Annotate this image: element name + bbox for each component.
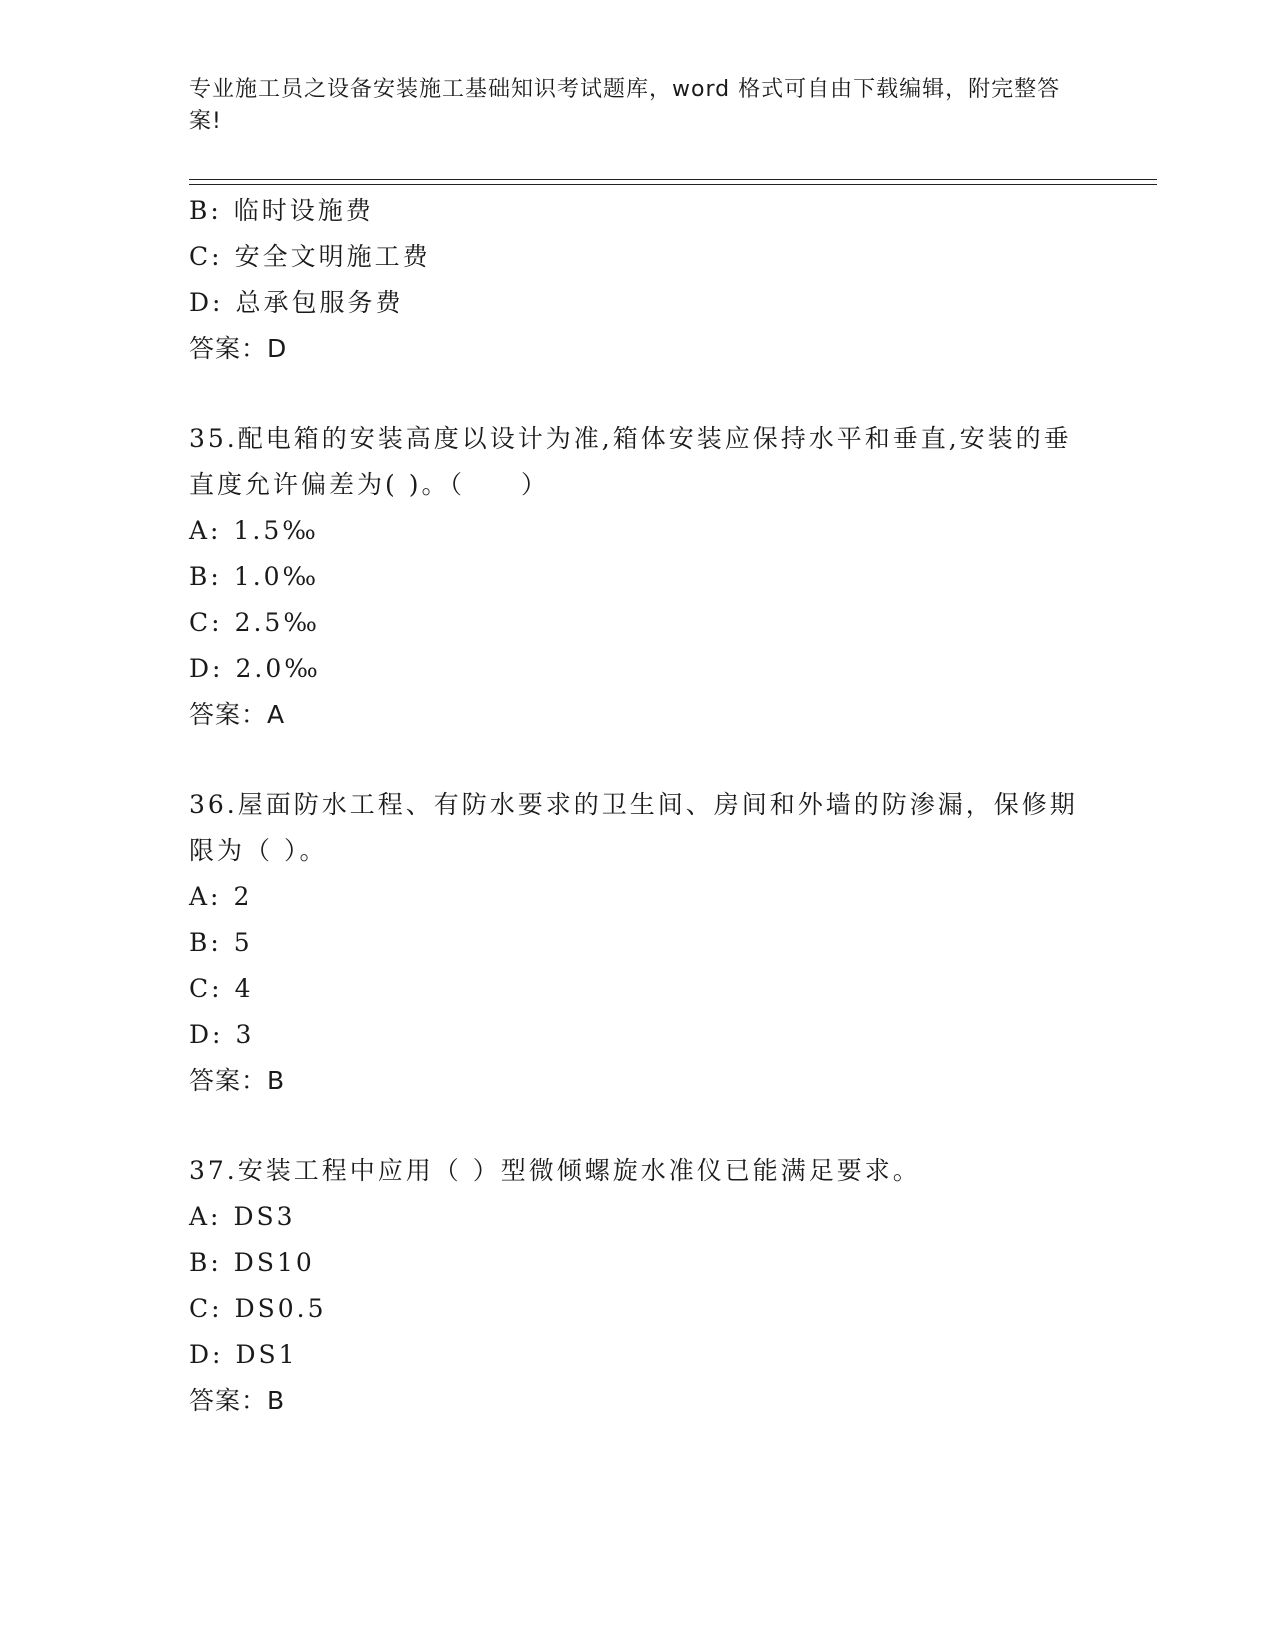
- option-line: [189, 646, 1089, 692]
- option-key: C:: [189, 242, 223, 271]
- option-text: DS1: [235, 1340, 298, 1369]
- option-key: C:: [189, 608, 223, 637]
- option-key: D:: [189, 288, 224, 317]
- option-key: C:: [189, 1294, 223, 1323]
- option-key: B:: [189, 196, 222, 225]
- option-key: A:: [189, 882, 222, 911]
- option-text: 5: [233, 928, 253, 957]
- option-line: [189, 920, 1089, 966]
- question-36: [189, 782, 1089, 1104]
- option-text: 3: [235, 1020, 255, 1049]
- option-key: D:: [189, 1020, 224, 1049]
- answer-line: 答案：A: [189, 700, 286, 729]
- option-text: 临时设施费: [233, 196, 374, 225]
- spacer: [189, 1104, 1089, 1148]
- header-divider-bottom: [189, 184, 1157, 185]
- answer-line: 答案：D: [189, 334, 288, 363]
- option-line: [189, 554, 1089, 600]
- answer-line: 答案：B: [189, 1066, 286, 1095]
- question-35: [189, 416, 1089, 738]
- option-text: 2.0‰: [235, 654, 321, 683]
- option-text: DS10: [233, 1248, 315, 1277]
- question-stem: 36.屋面防水工程、有防水要求的卫生间、房间和外墙的防渗漏，保修期限为（ ）。: [189, 790, 1078, 865]
- header-divider-top: [189, 179, 1157, 180]
- option-key: B:: [189, 562, 222, 591]
- option-line: [189, 1332, 1089, 1378]
- question-stem: 35.配电箱的安装高度以设计为准,箱体安装应保持水平和垂直,安装的垂直度允许偏差为( )。（ ）: [189, 424, 1072, 499]
- spacer: [189, 738, 1089, 782]
- option-text: 1.0‰: [233, 562, 320, 591]
- option-line: [189, 1194, 1089, 1240]
- option-line: [189, 508, 1089, 554]
- option-text: DS0.5: [234, 1294, 327, 1323]
- option-line: [189, 966, 1089, 1012]
- header-note: 专业施工员之设备安装施工基础知识考试题库，word 格式可自由下载编辑，附完整答案!: [189, 77, 1061, 134]
- option-key: A:: [189, 1202, 222, 1231]
- option-text: 安全文明施工费: [234, 242, 431, 271]
- question-stem: 37.安装工程中应用（ ）型微倾螺旋水准仪已能满足要求。: [189, 1156, 921, 1185]
- option-text: 总承包服务费: [235, 288, 404, 317]
- option-key: C:: [189, 974, 223, 1003]
- option-line: [189, 874, 1089, 920]
- option-key: D:: [189, 654, 224, 683]
- option-line: [189, 1012, 1089, 1058]
- option-text: 2.5‰: [234, 608, 320, 637]
- option-line: [189, 600, 1089, 646]
- spacer: [189, 372, 1089, 416]
- option-line: [189, 280, 1089, 326]
- continued-question: [189, 188, 1089, 372]
- option-line: [189, 1286, 1089, 1332]
- option-text: 1.5‰: [233, 516, 319, 545]
- option-text: DS3: [233, 1202, 296, 1231]
- option-line: [189, 188, 1089, 234]
- answer-line: 答案：B: [189, 1386, 286, 1415]
- option-line: [189, 234, 1089, 280]
- question-37: [189, 1148, 1089, 1424]
- option-line: [189, 1240, 1089, 1286]
- option-key: B:: [189, 1248, 222, 1277]
- option-key: A:: [189, 516, 222, 545]
- option-text: 4: [234, 974, 254, 1003]
- option-key: D:: [189, 1340, 224, 1369]
- option-key: B:: [189, 928, 222, 957]
- option-text: 2: [233, 882, 253, 911]
- question-list: [189, 188, 1089, 1424]
